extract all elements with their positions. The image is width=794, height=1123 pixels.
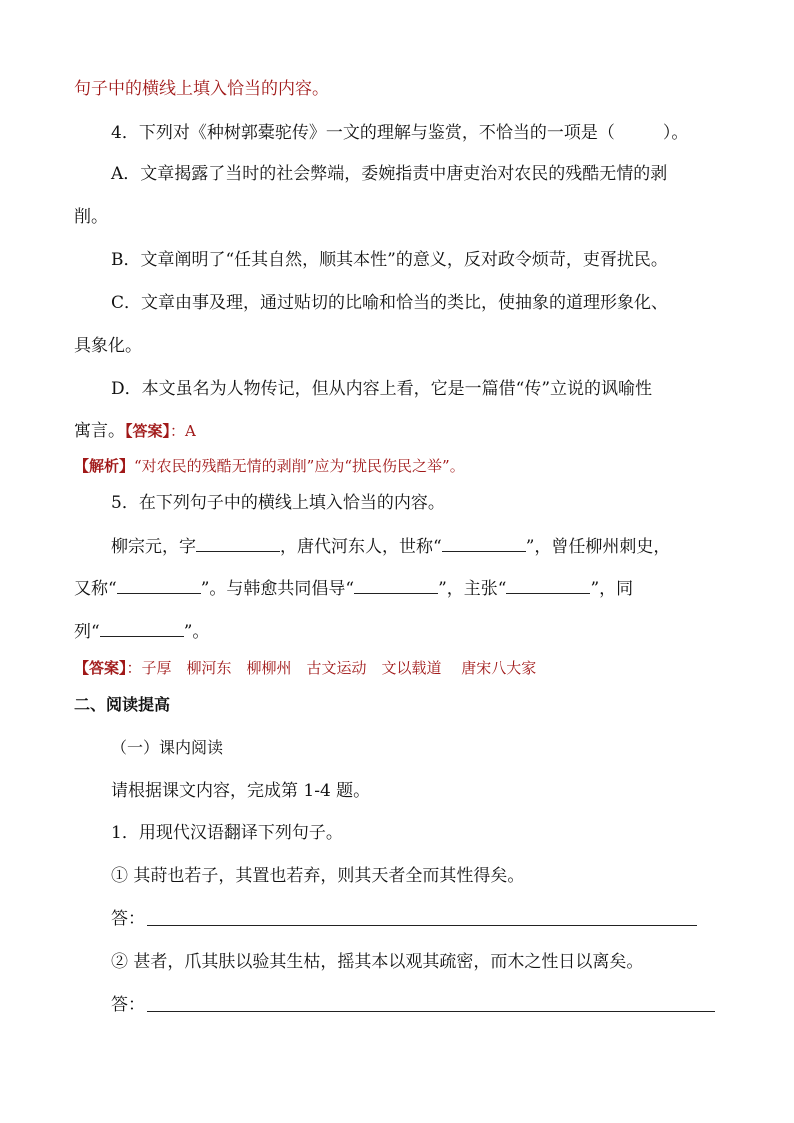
q5-stem: 5．在下列句子中的横线上填入恰当的内容。 <box>111 493 445 513</box>
answer-1-label: 答： <box>111 909 145 929</box>
intro-tail-line: 句子中的横线上填入恰当的内容。 <box>74 79 329 99</box>
q5-text: ”。与韩愈共同倡导“ <box>200 579 355 599</box>
q4-option-b: B．文章阐明了“任其自然，顺其本性”的意义，反对政令烦苛，吏胥扰民。 <box>111 250 668 270</box>
sentence-2: ② 甚者，爪其肤以验其生枯，摇其本以观其疏密，而木之性日以离矣。 <box>111 952 644 972</box>
q4-answer-value: ：A <box>170 422 196 440</box>
section-2-subtitle: （一）课内阅读 <box>111 738 224 757</box>
q5-line-3 <box>0 620 794 643</box>
answer-1-line[interactable] <box>147 925 697 926</box>
q5-text: 又称“ <box>74 579 117 599</box>
q4-option-a: A．文章揭露了当时的社会弊端，委婉指责中唐吏治对农民的残酷无情的剥 <box>111 164 668 184</box>
blank-changdao[interactable] <box>354 577 438 594</box>
blank-shicheng[interactable] <box>442 535 526 552</box>
q5-text: ”，同 <box>590 579 634 599</box>
q4-analysis-tag: 【解析】 <box>74 457 135 475</box>
q4-option-a-cont: 削。 <box>74 207 108 227</box>
q4-option-d-end: 寓言。 <box>74 421 125 441</box>
sentence-1: ① 其莳也若子，其置也若弃，则其天者全而其性得矣。 <box>111 866 525 886</box>
q4-option-d: D．本文虽名为人物传记，但从内容上看，它是一篇借“传”立说的讽喻性 <box>111 379 653 399</box>
q5-line-2 <box>0 577 794 600</box>
q5-text: ”，主张“ <box>438 579 507 599</box>
blank-zhuzhang[interactable] <box>506 577 590 594</box>
q4-answer-tag: 【答案】 <box>125 422 171 440</box>
section-2-title: 二、阅读提高 <box>74 695 171 714</box>
q5-text: 柳宗元，字 <box>111 537 196 557</box>
q4-stem-close: ）。 <box>662 123 689 143</box>
q5-text: 列“ <box>74 622 100 642</box>
blank-youcheng[interactable] <box>117 577 201 594</box>
reading-q1-stem: 1．用现代汉语翻译下列句子。 <box>111 823 343 843</box>
blank-zi[interactable] <box>196 535 280 552</box>
q5-answer <box>0 657 794 679</box>
q4-analysis-text: “对农民的残酷无情的剥削”应为“扰民伤民之举”。 <box>134 457 465 475</box>
q4-stem <box>0 122 794 144</box>
q5-answer-values: ：子厚 柳河东 柳柳州 古文运动 文以载道 唐宋八大家 <box>126 659 537 677</box>
q5-line-1 <box>0 535 794 558</box>
section-2-instruction: 请根据课文内容，完成第 1-4 题。 <box>111 781 371 801</box>
q4-analysis <box>0 455 794 477</box>
q5-text: ”，曾任柳州刺史， <box>525 537 671 557</box>
answer-2-label: 答： <box>111 995 145 1015</box>
q4-stem-text: 4．下列对《种树郭橐驼传》一文的理解与鉴赏，不恰当的一项是（ <box>111 123 615 143</box>
q5-text: ”。 <box>183 622 210 642</box>
q4-option-c: C．文章由事及理，通过贴切的比喻和恰当的类比，使抽象的道理形象化、 <box>111 293 669 313</box>
q5-answer-tag: 【答案】 <box>74 659 127 677</box>
blank-tonglie[interactable] <box>100 620 184 637</box>
answer-2-line[interactable] <box>147 1011 715 1012</box>
q5-text: ，唐代河东人，世称“ <box>280 537 442 557</box>
q4-option-c-cont: 具象化。 <box>74 336 142 356</box>
q4-option-d-cont <box>0 420 794 442</box>
